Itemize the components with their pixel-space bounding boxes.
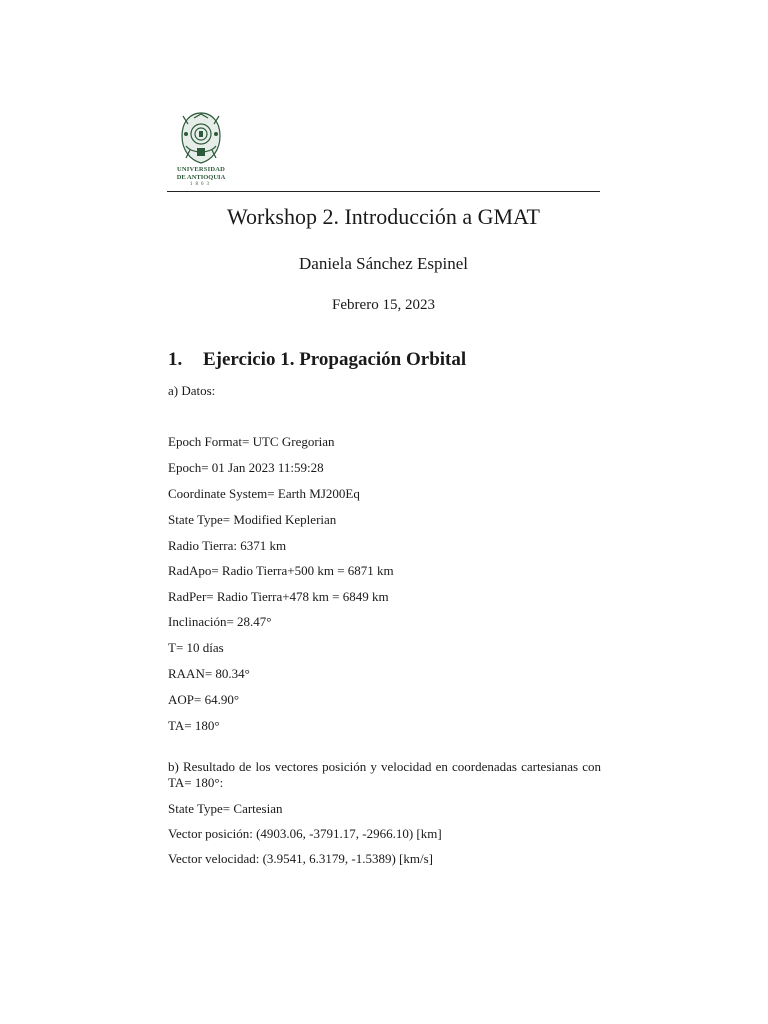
part-b-label: b) Resultado de los vectores posición y velocidad en coordenadas cartesianas con TA= 180°: bbox=[168, 759, 601, 790]
result-position-vector: Vector posición: (4903.06, -3791.17, -2966.10) [km] bbox=[168, 826, 442, 841]
data-item-coordinate-system: Coordinate System= Earth MJ200Eq bbox=[168, 486, 360, 501]
section-heading bbox=[168, 349, 466, 371]
part-a-label: a) Datos: bbox=[168, 383, 216, 398]
university-seal-icon bbox=[170, 110, 232, 166]
logo-text-line1: UNIVERSIDAD bbox=[176, 166, 226, 173]
data-item-aop: AOP= 64.90° bbox=[168, 692, 240, 707]
data-item-radper: RadPer= Radio Tierra+478 km = 6849 km bbox=[168, 589, 389, 604]
data-item-state-type: State Type= Modified Keplerian bbox=[168, 512, 337, 527]
data-item-inclinacion: Inclinación= 28.47° bbox=[168, 614, 272, 629]
result-velocity-vector: Vector velocidad: (3.9541, 6.3179, -1.5389) [km/s] bbox=[168, 851, 434, 866]
data-item-periodo: T= 10 días bbox=[168, 640, 224, 655]
document-date: Febrero 15, 2023 bbox=[332, 297, 435, 313]
result-state-type: State Type= Cartesian bbox=[168, 801, 283, 816]
header-rule bbox=[167, 191, 600, 192]
data-item-radio-tierra: Radio Tierra: 6371 km bbox=[168, 538, 287, 553]
logo-text-year: 1803 bbox=[190, 182, 212, 187]
document-title: Workshop 2. Introducción a GMAT bbox=[227, 204, 540, 229]
data-item-epoch: Epoch= 01 Jan 2023 11:59:28 bbox=[168, 460, 324, 475]
university-logo bbox=[170, 110, 232, 190]
section-title: Ejercicio 1. Propagación Orbital bbox=[203, 349, 467, 370]
section-number: 1. bbox=[168, 349, 183, 370]
logo-text-line2: DE ANTIOQUIA bbox=[176, 174, 226, 181]
document-author: Daniela Sánchez Espinel bbox=[299, 254, 468, 273]
data-item-ta: TA= 180° bbox=[168, 718, 220, 733]
data-item-radapo: RadApo= Radio Tierra+500 km = 6871 km bbox=[168, 563, 394, 578]
data-item-raan: RAAN= 80.34° bbox=[168, 666, 250, 681]
data-item-epoch-format: Epoch Format= UTC Gregorian bbox=[168, 434, 335, 449]
